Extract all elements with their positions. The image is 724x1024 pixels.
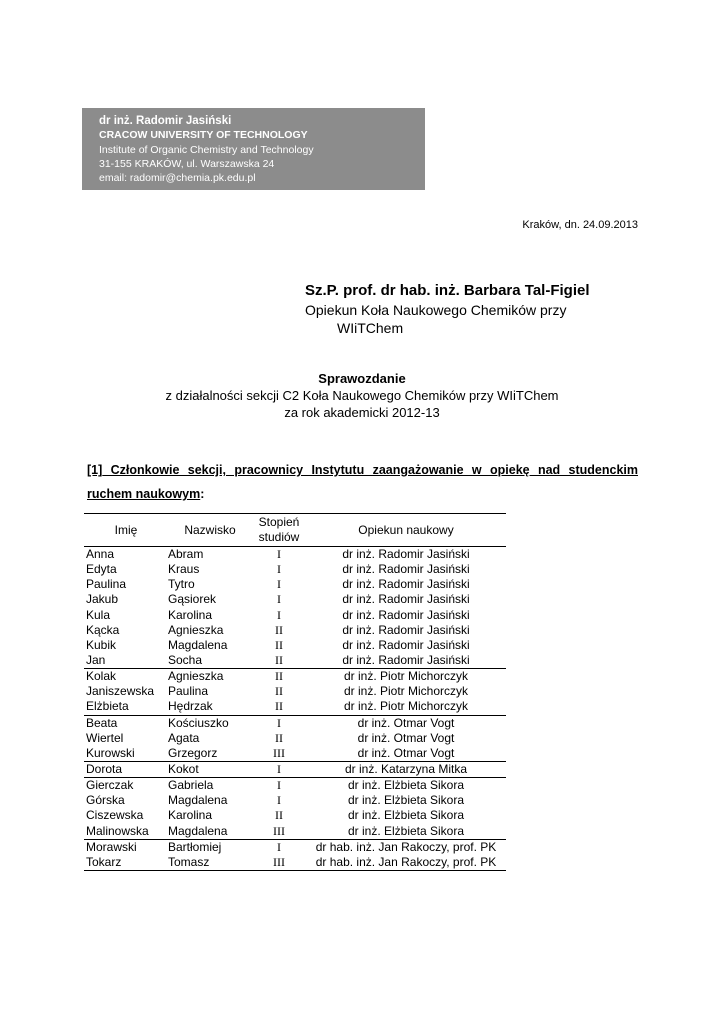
cell-degree: II [275, 653, 283, 668]
members-table [84, 513, 506, 871]
table-row [84, 669, 506, 685]
cell-degree: II [252, 669, 306, 685]
cell-supervisor: dr inż. Elżbieta Sikora [347, 823, 465, 838]
cell-supervisor: dr inż. Otmar Vogt [357, 745, 455, 760]
cell-supervisor: dr inż. Piotr Michorczyk [343, 699, 469, 714]
cell-degree: I [277, 577, 281, 592]
section-1-title: Członkowie sekcji, pracownicy Instytutu zaangażowanie w opiekę nad studenckim ruchem naukowym [87, 463, 638, 501]
table-header-row [84, 514, 506, 547]
cell-degree: I [277, 793, 281, 808]
col-degree: Stopień studiów [252, 514, 306, 547]
report-title: Sprawozdanie [318, 371, 406, 386]
cell-degree: I [252, 761, 306, 777]
table-row [84, 778, 506, 794]
report-subtitle: z działalności sekcji C2 Koła Naukowego Chemików przy WIiTChem [165, 388, 559, 403]
cell-first-name: Wiertel [86, 730, 124, 745]
table-row [84, 839, 506, 855]
cell-degree: I [252, 715, 306, 731]
table-row [84, 592, 506, 607]
cell-degree: I [252, 778, 306, 794]
cell-supervisor: dr inż. Otmar Vogt [306, 715, 506, 731]
address: 31-155 KRAKÓW, ul. Warszawska 24 [99, 157, 275, 170]
col-supervisor: Opiekun naukowy [306, 514, 506, 547]
cell-supervisor: dr inż. Radomir Jasiński [342, 653, 470, 668]
cell-last-name: Agnieszka [168, 669, 252, 685]
cell-degree: II [275, 622, 283, 637]
cell-supervisor: dr inż. Radomir Jasiński [342, 607, 470, 622]
cell-last-name: Karolina [168, 607, 213, 622]
cell-degree: III [273, 745, 285, 760]
cell-first-name: Anna [86, 547, 115, 562]
cell-supervisor: dr hab. inż. Jan Rakoczy, prof. PK [306, 839, 506, 855]
cell-last-name: Bartłomiej [168, 839, 252, 855]
author-name: dr inż. Radomir Jasiński [99, 115, 232, 127]
section-1-colon: : [200, 487, 205, 501]
cell-supervisor: dr inż. Katarzyna Mitka [306, 761, 506, 777]
cell-degree: I [277, 607, 281, 622]
cell-last-name: Kokot [168, 761, 252, 777]
table-row [84, 761, 506, 777]
cell-first-name: Beata [84, 715, 168, 731]
cell-first-name: Tokarz [84, 855, 168, 871]
cell-degree: I [277, 592, 281, 607]
recipient-role-cont: WIiTChem [337, 320, 404, 336]
section-1-number: [1] [87, 463, 103, 477]
cell-first-name: Kurowski [86, 745, 135, 760]
cell-last-name: Karolina [168, 808, 213, 823]
table-row [84, 746, 506, 762]
table-row [84, 684, 506, 699]
cell-first-name: Edyta [86, 562, 117, 577]
table-row [84, 715, 506, 731]
cell-supervisor: dr inż. Elżbieta Sikora [347, 793, 465, 808]
table-row [84, 855, 506, 871]
table-row [84, 731, 506, 746]
cell-last-name: Kraus [168, 562, 200, 577]
cell-supervisor: dr inż. Radomir Jasiński [342, 622, 470, 637]
table-row [84, 653, 506, 669]
letter-date: Kraków, dn. 24.09.2013 [522, 219, 638, 231]
cell-degree: II [275, 730, 283, 745]
cell-first-name: Gierczak [84, 778, 168, 794]
cell-first-name: Ciszewska [86, 808, 144, 823]
cell-last-name: Agata [168, 730, 200, 745]
cell-first-name: Jan [86, 653, 106, 668]
cell-supervisor: dr inż. Radomir Jasiński [342, 547, 470, 562]
table-row [84, 577, 506, 592]
cell-first-name: Janiszewska [86, 684, 155, 699]
cell-first-name: Kula [86, 607, 111, 622]
cell-last-name: Agnieszka [168, 622, 224, 637]
section-1-heading [87, 458, 638, 506]
table-row [84, 824, 506, 840]
cell-last-name: Gabriela [168, 778, 252, 794]
cell-degree: III [273, 823, 285, 838]
cell-supervisor: dr inż. Radomir Jasiński [342, 562, 470, 577]
table-row [84, 562, 506, 577]
table-row [84, 793, 506, 808]
cell-supervisor: dr inż. Elżbieta Sikora [347, 808, 465, 823]
email: email: radomir@chemia.pk.edu.pl [99, 172, 256, 185]
table-row [84, 608, 506, 623]
cell-degree: III [252, 855, 306, 871]
table-row [84, 623, 506, 638]
cell-last-name: Tytro [168, 577, 195, 592]
cell-first-name: Dorota [84, 761, 168, 777]
cell-last-name: Abram [168, 547, 204, 562]
cell-last-name: Socha [168, 653, 203, 668]
cell-last-name: Kościuszko [168, 715, 252, 731]
cell-supervisor: dr hab. inż. Jan Rakoczy, prof. PK [306, 855, 506, 871]
cell-last-name: Magdalena [168, 793, 228, 808]
cell-first-name: Kącka [86, 622, 120, 637]
letterhead-box [82, 108, 425, 190]
cell-last-name: Magdalena [168, 823, 228, 838]
col-last-name: Nazwisko [168, 514, 252, 547]
university-name: CRACOW UNIVERSITY OF TECHNOLOGY [99, 129, 308, 142]
report-heading [0, 370, 724, 421]
cell-degree: II [275, 637, 283, 652]
cell-last-name: Paulina [168, 684, 209, 699]
cell-first-name: Elżbieta [86, 699, 129, 714]
recipient-role: Opiekun Koła Naukowego Chemików przy [305, 302, 567, 318]
cell-first-name: Górska [86, 793, 125, 808]
cell-last-name: Hędrzak [168, 699, 213, 714]
recipient-block [305, 281, 590, 337]
cell-degree: I [252, 839, 306, 855]
cell-first-name: Malinowska [86, 823, 149, 838]
cell-degree: II [275, 699, 283, 714]
cell-first-name: Kubik [86, 637, 117, 652]
cell-first-name: Kolak [84, 669, 168, 685]
cell-supervisor: dr inż. Piotr Michorczyk [343, 684, 469, 699]
cell-supervisor: dr inż. Piotr Michorczyk [306, 669, 506, 685]
col-first-name: Imię [84, 514, 168, 547]
cell-supervisor: dr inż. Radomir Jasiński [342, 592, 470, 607]
cell-degree: I [277, 562, 281, 577]
table-row [84, 638, 506, 653]
cell-degree: I [277, 547, 281, 562]
institute-name: Institute of Organic Chemistry and Technology [99, 143, 314, 156]
cell-first-name: Morawski [84, 839, 168, 855]
report-year: za rok akademicki 2012-13 [284, 405, 440, 420]
cell-last-name: Magdalena [168, 637, 228, 652]
cell-last-name: Grzegorz [168, 745, 218, 760]
cell-first-name: Paulina [86, 577, 127, 592]
cell-last-name: Gąsiorek [168, 592, 217, 607]
cell-last-name: Tomasz [168, 855, 252, 871]
cell-first-name: Jakub [86, 592, 119, 607]
cell-supervisor: dr inż. Otmar Vogt [357, 730, 455, 745]
cell-supervisor: dr inż. Elżbieta Sikora [306, 778, 506, 794]
table-row [84, 547, 506, 563]
cell-degree: II [275, 808, 283, 823]
table-row [84, 808, 506, 823]
cell-degree: II [275, 684, 283, 699]
cell-supervisor: dr inż. Radomir Jasiński [342, 577, 470, 592]
table-row [84, 699, 506, 715]
cell-supervisor: dr inż. Radomir Jasiński [342, 637, 470, 652]
recipient-name: Sz.P. prof. dr hab. inż. Barbara Tal-Figiel [305, 282, 590, 299]
